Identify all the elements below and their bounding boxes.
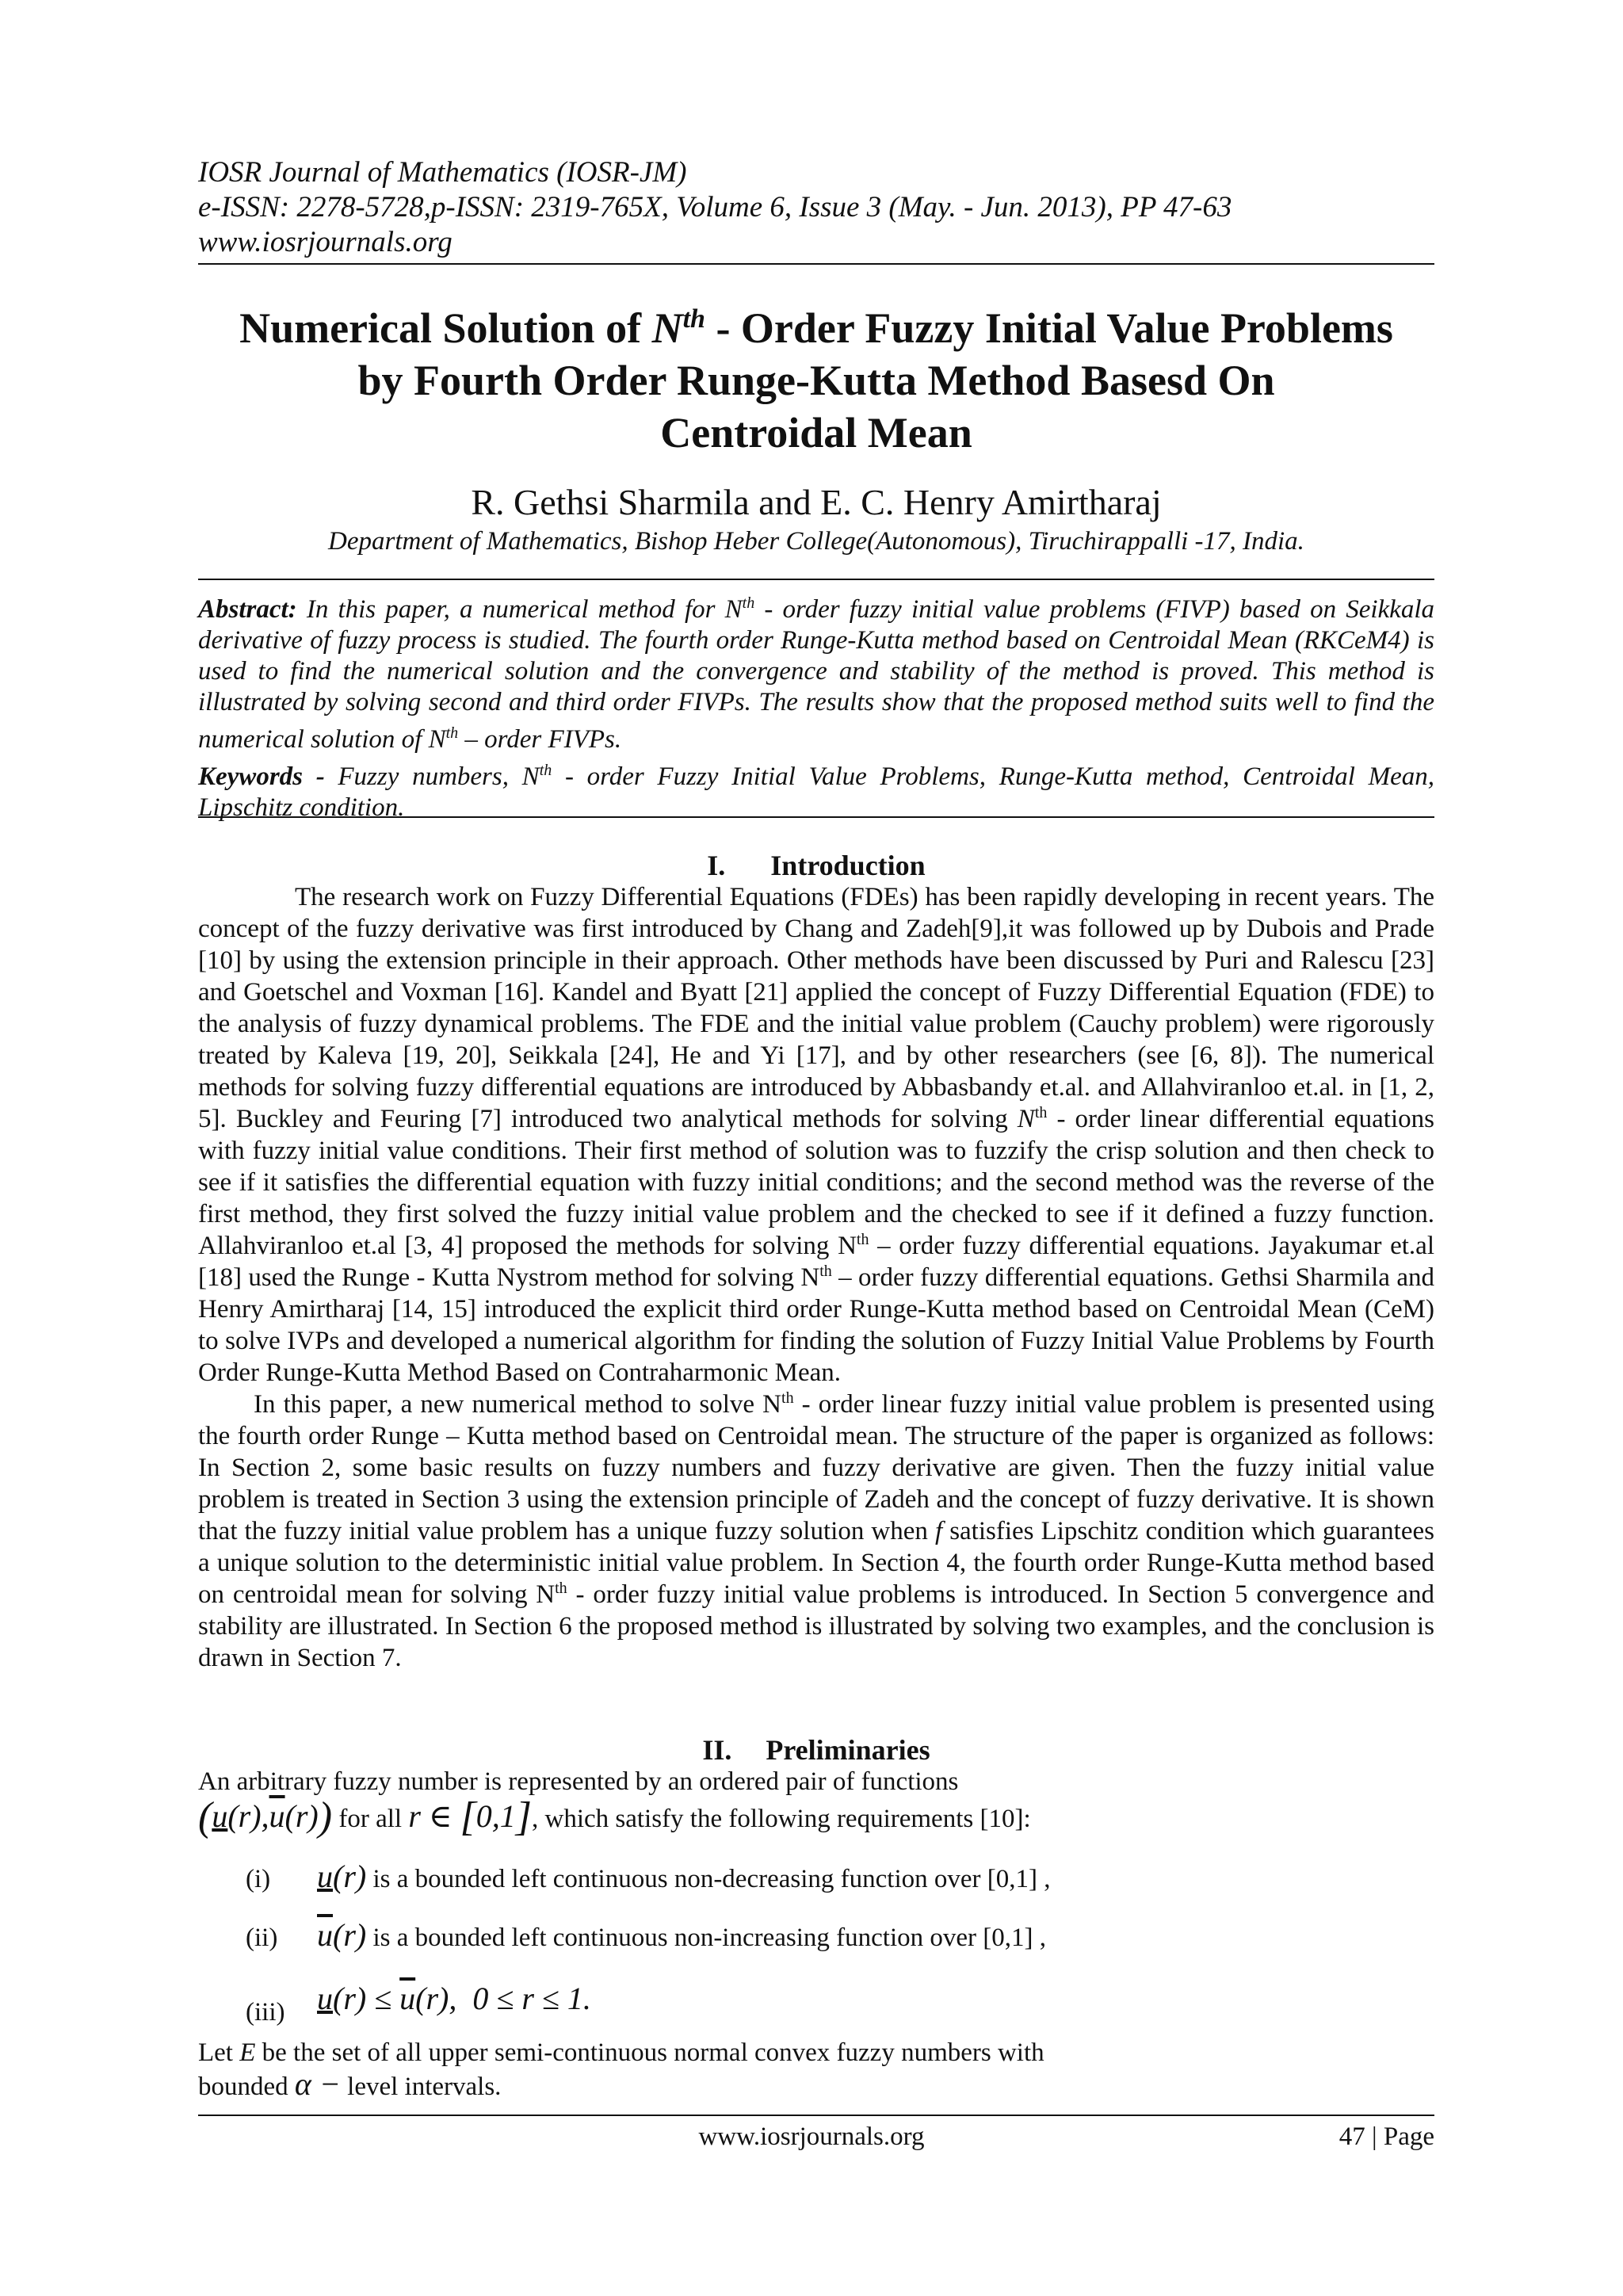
intro-paragraph-1: The research work on Fuzzy Differential Equations (FDEs) has been rapidly developing in recent years. The concept of the fuzzy derivative was first introduced by Chang and Zadeh[9],it was followed up by Dubois and Prade [10] by using the extension principle in their approach. Other methods have been discussed by Puri and Ralescu [23] and Goetschel and Voxman [16]. Kandel and Byatt [21] applied the concept of Fuzzy Differential Equation (FDE) to the analysis of fuzzy dynamical problems. The FDE and the initial value problem (Cauchy problem) were rigorously treated by Kaleva [19, 20], Seikkala [24], He and Yi [17], and by other researchers (see [6, 8]). The numerical methods for solving fuzzy differential equations are introduced by Abbasbandy et.al. and Allahviranloo et.al. in [1, 2, 5]. Buckley and Feuring [7] introduced two analytical methods for solving $N^{th}$ - order linear differential equations with fuzzy initial value conditions. Their first method of solution was to fuzzify the crisp solution and then check to see if it satisfies the differential equation with fuzzy initial conditions; and the second method was the reverse of the first method, they first solved the fuzzy initial value problem and the checked to see if it defined a fuzzy function. Allahviranloo et.al [3, 4] proposed the methods for solving $N^{th}$ – order fuzzy differential equations. Jayakumar et.al [18] used the Runge - Kutta Nystrom method for solving $N^{th}$ – order fuzzy differential equations. Gethsi Sharmila and Henry Amirtharaj [14, 15] introduced the explicit third order Runge-Kutta method based on Centroidal Mean (CeM) to solve IVPs and developed a numerical algorithm for finding the solution of Fuzzy Initial Value Problems by Fourth Order Runge-Kutta Method Based on Contraharmonic Mean. bbox=[198, 883, 1434, 1387]
footer-page-number: 47 | Page bbox=[1338, 2122, 1434, 2151]
journal-issn: e-ISSN: 2278-5728,p-ISSN: 2319-765X, Volume 6, Issue 3 (May. - Jun. 2013), PP 47-63 bbox=[198, 191, 1232, 223]
keywords: Keywords - Fuzzy numbers, $N^{th}$ - order Fuzzy Initial Value Problems, Runge-Kutta method, Centroidal Mean, Lipschitz condition. bbox=[198, 762, 1434, 822]
paper-title: Numerical Solution of $N^{th}$ - Order Fuzzy Initial Value Problems by Fourth Order Runge-Kutta Method Basesd On Centroidal Mean bbox=[239, 304, 1393, 457]
section-heading-introduction: I. Introduction bbox=[707, 850, 926, 881]
keywords-label: Keywords - bbox=[198, 762, 325, 791]
upper-branch-formula: $\overline{u}(r)$ bbox=[317, 1917, 367, 1953]
abstract: Abstract: In this paper, a numerical method for $N^{th}$ - order fuzzy initial value problems (FIVP) based on Seikkala derivative of fuzzy process is studied. The fourth order Runge-Kutta method based on Centroidal Mean (RKCeM4) is used to find the numerical solution and the convergence and stability of the method is proved. This method is illustrated by solving second and third order FIVPs. The results show that the proposed method suits well to find the numerical solution of $N^{th}$ – order FIVPs. bbox=[198, 594, 1434, 754]
requirement-2: (ii) $\overline{u}(r)$ is a bounded left continuous non-increasing function over [0,1] , bbox=[246, 1917, 1047, 1953]
r-interval-formula: r ∈ [0,1] bbox=[408, 1794, 532, 1839]
abstract-top-rule bbox=[198, 579, 1434, 580]
fuzzy-pair-line: $(u(r),\overline{u}(r))$ for all r ∈ [0,1], which satisfy the following requirements [10]: bbox=[198, 1794, 1031, 1839]
introduction-body bbox=[198, 881, 1434, 1674]
journal-url[interactable]: www.iosrjournals.org bbox=[198, 226, 453, 258]
preliminaries-intro: An arbitrary fuzzy number is represented by an ordered pair of functions bbox=[198, 1767, 959, 1796]
abstract-bottom-rule bbox=[198, 816, 1434, 818]
lower-branch-formula: u(r) bbox=[317, 1859, 367, 1894]
authors: R. Gethsi Sharmila and E. C. Henry Amirtharaj bbox=[471, 482, 1162, 522]
journal-name: IOSR Journal of Mathematics (IOSR-JM) bbox=[198, 156, 687, 189]
journal-header bbox=[198, 155, 1434, 260]
footer-rule bbox=[198, 2115, 1434, 2116]
set-e-definition: Let E be the set of all upper semi-continuous normal convex fuzzy numbers with bounded α − level intervals. bbox=[198, 2038, 1044, 2102]
abstract-block bbox=[198, 588, 1434, 823]
section-heading-preliminaries: II. Preliminaries bbox=[702, 1734, 930, 1766]
affiliation: Department of Mathematics, Bishop Heber College(Autonomous), Tiruchirappalli -17, India. bbox=[328, 527, 1304, 556]
footer-url[interactable]: www.iosrjournals.org bbox=[698, 2122, 925, 2151]
requirement-1: (i) u(r) is a bounded left continuous non-decreasing function over [0,1] , bbox=[246, 1859, 1051, 1894]
ordering-formula: $u(r) \le \overline{u}(r)$, 0 ≤ r ≤ 1. bbox=[317, 1981, 591, 2016]
header-rule bbox=[198, 263, 1434, 265]
requirement-3: (iii) $u(r) \le \overline{u}(r)$, 0 ≤ r ≤ 1. bbox=[246, 1981, 591, 2027]
abstract-label: Abstract: bbox=[198, 595, 297, 624]
intro-paragraph-2: In this paper, a new numerical method to solve $N^{th}$ - order linear fuzzy initial value problem is presented using the fourth order Runge – Kutta method based on Centroidal mean. The structure of the paper is organized as follows: In Section 2, some basic results on fuzzy numbers and fuzzy derivative are given. Then the fuzzy initial value problem is treated in Section 3 using the extension principle of Zadeh and the concept of fuzzy derivative. It is shown that the fuzzy initial value problem has a unique fuzzy solution when f satisfies Lipschitz condition which guarantees a unique solution to the deterministic initial value problem. In Section 4, the fourth order Runge-Kutta method based on centroidal mean for solving $N^{th}$ - order fuzzy initial value problems is introduced. In Section 5 convergence and stability are illustrated. In Section 6 the proposed method is illustrated by solving two examples, and the conclusion is drawn in Section 7. bbox=[198, 1389, 1435, 1672]
fuzzy-pair-formula: $(u(r),\overline{u}(r))$ bbox=[198, 1794, 333, 1839]
